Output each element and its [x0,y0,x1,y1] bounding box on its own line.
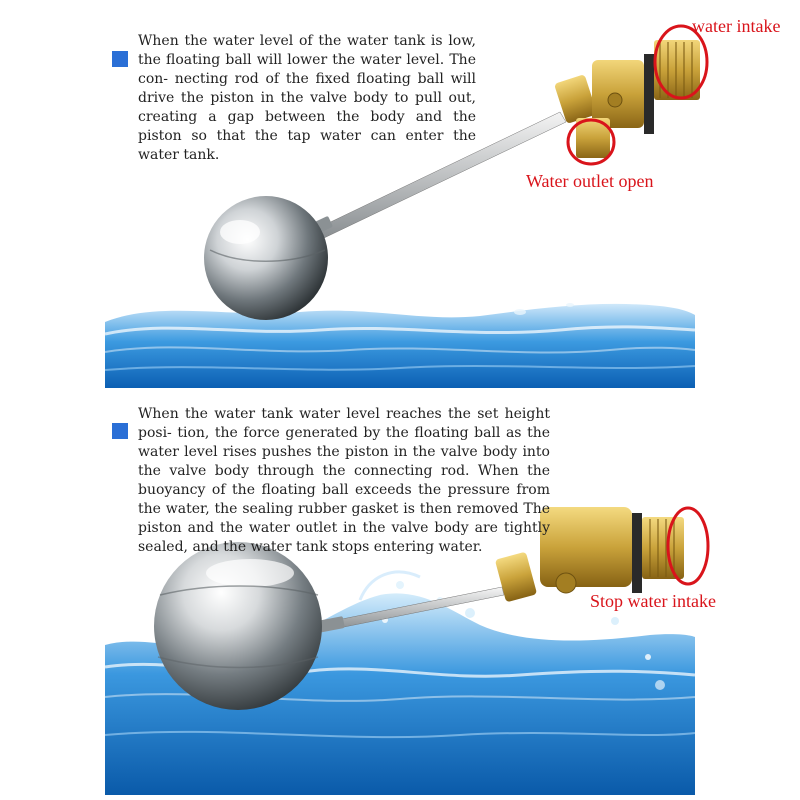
water-splash-icon [105,303,695,388]
steel-float-ball-icon [154,542,322,710]
section-valve-open [0,0,800,395]
valve-closed-description: When the water tank water level reaches the set height posi- tion, the force generated by the floating ball as the water level rises pushes the piston in the valve body into the valve body through the connecting rod. When the buoyancy of the floating ball exceeds the pressure from the water, the sealing rubber gasket is then removed The piston and the water outlet in the valve body are tightly sealed, and the water tank stops entering water. [138,406,550,555]
water-intake-label: water intake [692,16,781,36]
stop-water-intake-label: Stop water intake [590,591,716,611]
square-bullet-icon [112,423,128,439]
square-bullet-icon [112,51,128,67]
section-valve-closed [0,395,800,800]
steel-float-ball-icon [204,196,328,320]
water-outlet-open-label: Water outlet open [526,171,654,191]
valve-open-description: When the water level of the water tank is low, the floating ball will lower the water level. The con- necting rod of the fixed floating ball will drive the piston in the valve body to pull out, creating a gap between the body and the piston so that the tap water can enter the water tank. [138,33,476,163]
